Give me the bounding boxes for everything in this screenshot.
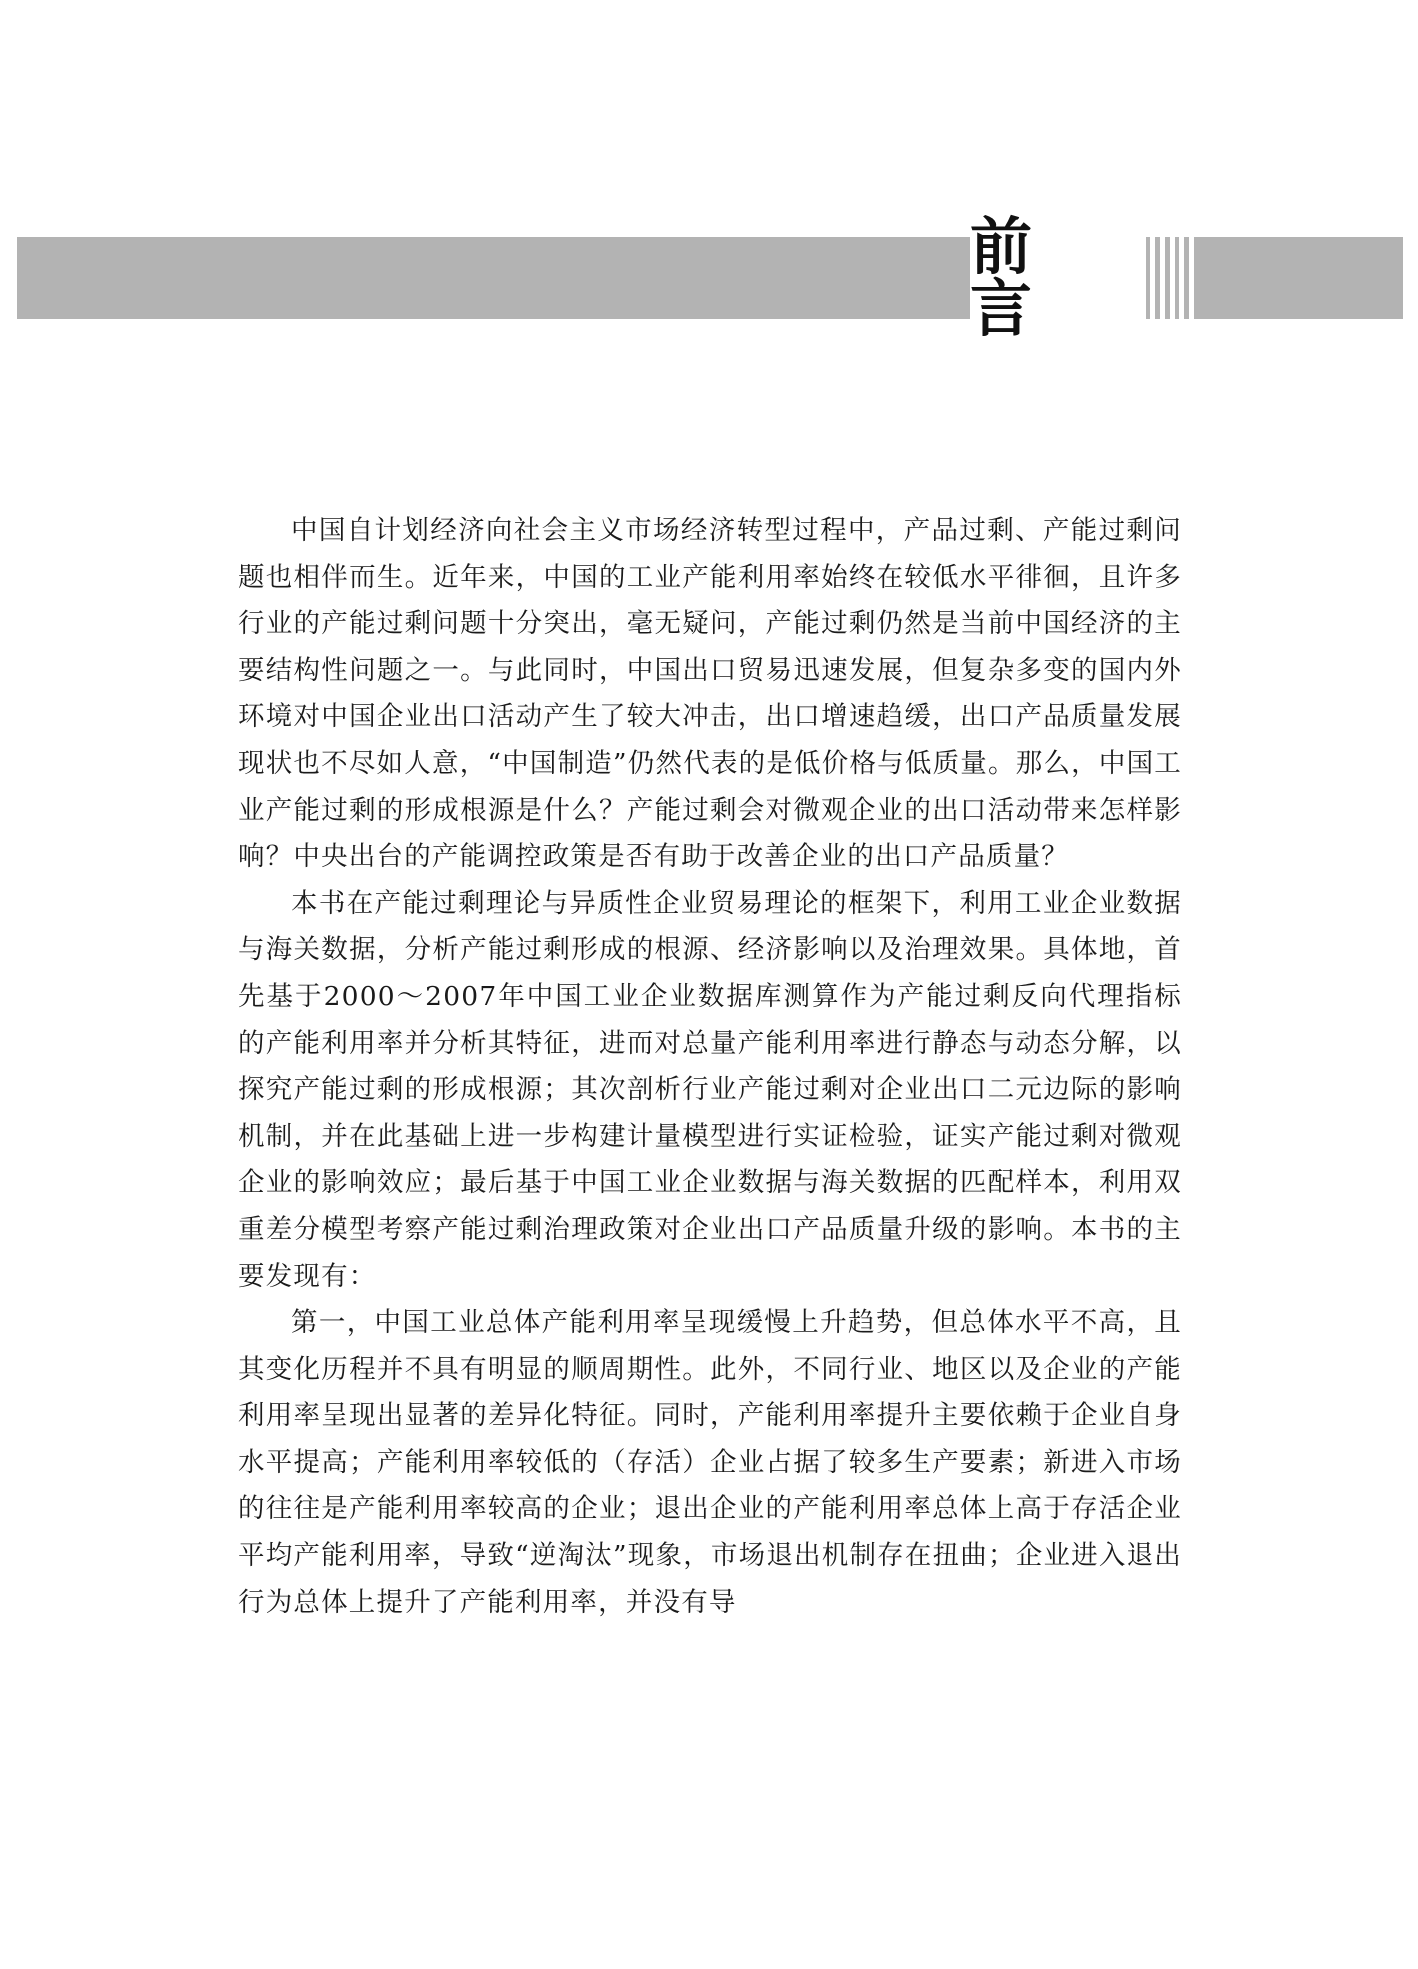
stripe bbox=[1179, 237, 1184, 319]
paragraph: 中国自计划经济向社会主义市场经济转型过程中，产品过剩、产能过剩问题也相伴而生。近年来，中国的工业产能利用率始终在较低水平徘徊，且许多行业的产能过剩问题十分突出，毫无疑问，产能过剩仍然是当前中国经济的主要结构性问题之一。与此同时，中国出口贸易迅速发展，但复杂多变的国内外环境对中国企业出口活动产生了较大冲击，出口增速趋缓，出口产品质量发展现状也不尽如人意，“中国制造”仍然代表的是低价格与低质量。那么，中国工业产能过剩的形成根源是什么？产能过剩会对微观企业的出口活动带来怎样影响？中央出台的产能调控政策是否有助于改善企业的出口产品质量？ bbox=[238, 515, 1182, 873]
stripe bbox=[1189, 237, 1194, 319]
body-text bbox=[238, 508, 1182, 1626]
stripe bbox=[1150, 237, 1155, 319]
paragraph: 第一，中国工业总体产能利用率呈现缓慢上升趋势，但总体水平不高，且其变化历程并不具有明显的顺周期性。此外，不同行业、地区以及企业的产能利用率呈现出显著的差异化特征。同时，产能利用率提升主要依赖于企业自身水平提高；产能利用率较低的（存活）企业占据了较多生产要素；新进入市场的往往是产能利用率较高的企业；退出企业的产能利用率总体上高于存活企业平均产能利用率，导致“逆淘汰”现象，市场退出机制存在扭曲；企业进入退出行为总体上提升了产能利用率，并没有导 bbox=[238, 1307, 1182, 1618]
title-box bbox=[970, 210, 1146, 345]
stripe bbox=[1160, 237, 1165, 319]
paragraph: 本书在产能过剩理论与异质性企业贸易理论的框架下，利用工业企业数据与海关数据，分析产能过剩形成的根源、经济影响以及治理效果。具体地，首先基于2000～2007年中国工业企业数据库测算作为产能过剩反向代理指标的产能利用率并分析其特征，进而对总量产能利用率进行静态与动态分解，以探究产能过剩的形成根源；其次剖析行业产能过剩对企业出口二元边际的影响机制，并在此基础上进一步构建计量模型进行实证检验，证实产能过剩对微观企业的影响效应；最后基于中国工业企业数据与海关数据的匹配样本，利用双重差分模型考察产能过剩治理政策对企业出口产品质量升级的影响。本书的主要发现有： bbox=[238, 887, 1182, 1292]
decorative-stripes bbox=[1150, 237, 1194, 319]
page-title: 前 言 bbox=[970, 210, 1059, 345]
stripe bbox=[1170, 237, 1175, 319]
header-band bbox=[17, 237, 1403, 319]
